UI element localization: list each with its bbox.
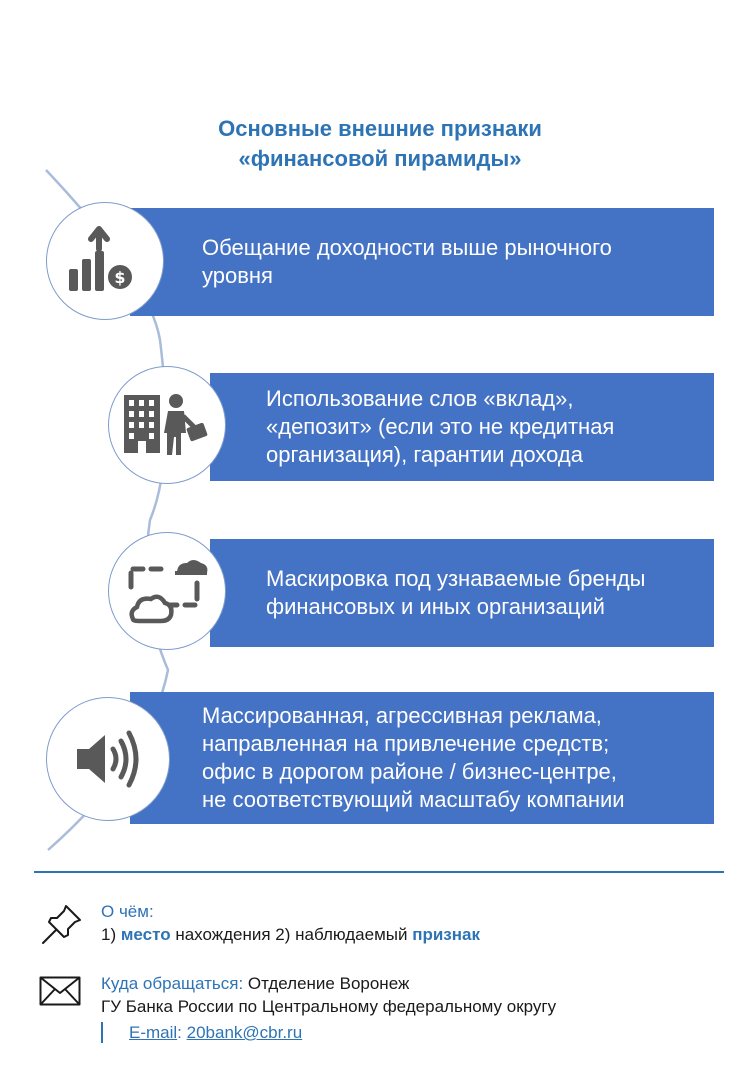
feature-icon-circle-2 — [108, 366, 226, 484]
feature-text-4: Массированная, агрессивная реклама, направленная на привлечение средств; офис в дорогом районе / бизнес-центре, не соответствующий масштабу компании — [202, 703, 625, 812]
feature-icon-circle-3 — [108, 532, 226, 650]
feature-band-3 — [210, 539, 714, 647]
svg-text:$: $ — [114, 268, 126, 287]
building-businessman-icon — [120, 391, 214, 459]
feature-band-2 — [210, 373, 714, 481]
envelope-icon — [39, 976, 81, 1006]
feature-text-2: Использование слов «вклад», «депозит» (если это не кредитная организация), гарантии дохода — [266, 386, 615, 467]
feature-icon-circle-1 — [46, 202, 164, 320]
speaker-icon — [73, 727, 143, 791]
title-line-2: «финансовой пирамиды» — [238, 146, 522, 171]
contact-block — [101, 972, 556, 1018]
contact-label: Куда обращаться: — [101, 974, 244, 993]
email-link[interactable]: 20bank@cbr.ru — [186, 1023, 303, 1042]
about-text: 1) место нахождения 2) наблюдаемый признак — [101, 925, 480, 944]
separator-line — [34, 871, 724, 873]
feature-icon-circle-4 — [46, 697, 170, 821]
contact-line-2: ГУ Банка России по Центральному федеральному округу — [101, 997, 557, 1016]
feature-band-1 — [130, 208, 714, 316]
growth-chart-dollar-icon — [65, 225, 145, 297]
about-label: О чём: — [101, 902, 154, 921]
email-line: E-mail: 20bank@cbr.ru — [129, 1023, 303, 1042]
keyword-location: место — [120, 925, 171, 944]
feature-text-1: Обещание доходности выше рыночного уровня — [202, 235, 612, 288]
feature-text-3: Маскировка под узнаваемые бренды финансовых и иных организаций — [266, 566, 646, 619]
email-bar — [101, 1022, 103, 1043]
about-block — [101, 900, 480, 946]
title-line-1: Основные внешние признаки — [218, 116, 542, 141]
contact-line-1: Куда обращаться: Отделение Воронеж — [101, 974, 410, 993]
keyword-sign: признак — [412, 925, 480, 944]
email-label[interactable]: E-mail — [129, 1023, 178, 1042]
pushpin-icon — [40, 902, 84, 946]
cloud-swap-icon — [125, 553, 209, 629]
feature-band-4 — [130, 692, 714, 824]
